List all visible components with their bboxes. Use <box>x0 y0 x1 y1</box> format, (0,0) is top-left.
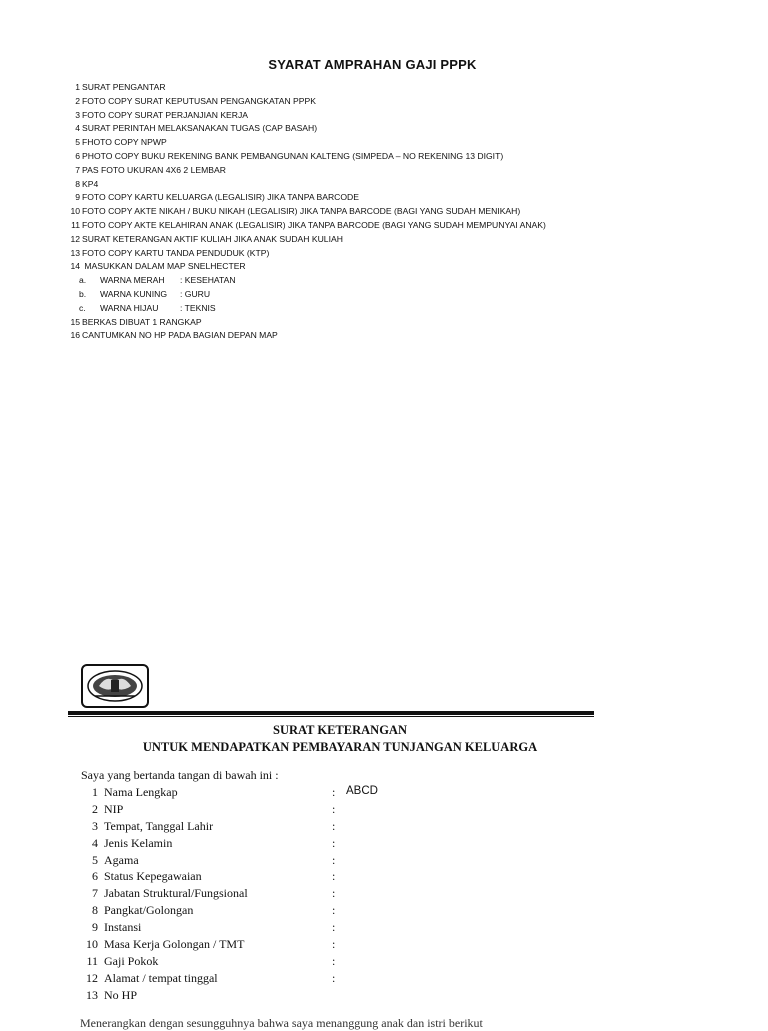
form-field-row <box>0 971 768 988</box>
letter-title: SURAT KETERANGAN <box>273 723 407 737</box>
field-colon: : <box>332 852 336 867</box>
field-number: 7 <box>92 886 98 901</box>
field-number: 3 <box>92 818 98 833</box>
field-number: 2 <box>92 801 98 816</box>
list-item-number: 7 <box>75 164 80 175</box>
list-item <box>66 122 746 136</box>
field-label: Status Kepegawaian <box>104 869 202 884</box>
list-item <box>66 191 746 205</box>
field-number: 9 <box>92 920 98 935</box>
list-item-text: SURAT PENGANTAR <box>82 82 166 92</box>
field-number: 5 <box>92 852 98 867</box>
list-item <box>66 109 746 123</box>
field-number: 8 <box>92 903 98 918</box>
list-item-number: 6 <box>75 150 80 161</box>
list-item-text: PHOTO COPY BUKU REKENING BANK PEMBANGUNAN KALTENG (SIMPEDA – NO REKENING 13 DIGIT) <box>82 150 504 161</box>
map-color-color: WARNA MERAH <box>100 275 165 286</box>
field-number: 10 <box>86 937 98 952</box>
field-colon: : <box>332 801 336 816</box>
requirements-list <box>66 81 746 343</box>
form-field-row <box>0 954 768 971</box>
field-colon: : <box>332 937 336 952</box>
form-field-row <box>0 937 768 954</box>
form-field-row <box>0 920 768 937</box>
form-field-row <box>0 886 768 903</box>
list-item-number: 1 <box>75 82 80 92</box>
map-color-letter: a. <box>79 275 87 286</box>
field-label: Gaji Pokok <box>104 953 159 968</box>
field-colon: : <box>332 835 336 850</box>
list-item-text: FHOTO COPY NPWP <box>82 137 167 148</box>
field-value: ABCD <box>346 785 378 797</box>
letter-intro: Saya yang bertanda tangan di bawah ini : <box>81 768 279 782</box>
list-item <box>66 329 746 343</box>
field-label: Masa Kerja Golongan / TMT <box>104 937 245 952</box>
field-label: Alamat / tempat tinggal <box>104 970 218 985</box>
list-item-number: 2 <box>75 95 80 106</box>
list-item-text: FOTO COPY KARTU TANDA PENDUDUK (KTP) <box>82 247 270 258</box>
field-colon: : <box>332 903 336 918</box>
list-item <box>66 150 746 164</box>
field-number: 11 <box>86 953 98 968</box>
field-label: NIP <box>104 801 124 816</box>
header-rule-thick <box>68 711 594 715</box>
header-rule-thin <box>68 716 594 717</box>
form-field-row <box>0 785 768 802</box>
field-label: Jabatan Struktural/Fungsional <box>104 886 248 901</box>
map-color-color: WARNA HIJAU <box>100 302 159 313</box>
field-colon: : <box>332 920 336 935</box>
list-item-text: SURAT PERINTAH MELAKSANAKAN TUGAS (CAP BASAH) <box>82 123 318 134</box>
list-item <box>66 95 746 109</box>
field-label: Nama Lengkap <box>104 785 178 799</box>
list-item-number: 15 <box>70 316 80 327</box>
field-colon: : <box>332 953 336 968</box>
field-colon: : <box>332 785 336 799</box>
list-item-number: 9 <box>75 192 80 203</box>
list-item <box>66 205 746 219</box>
field-colon: : <box>332 818 336 833</box>
list-item-number: 5 <box>75 137 80 148</box>
form-field-row <box>0 802 768 819</box>
list-item-number: 3 <box>75 109 80 120</box>
list-item-text: PAS FOTO UKURAN 4X6 2 LEMBAR <box>82 164 226 175</box>
field-colon: : <box>332 869 336 884</box>
field-label: Instansi <box>104 920 142 935</box>
field-label: Jenis Kelamin <box>104 835 173 850</box>
list-item <box>66 260 746 274</box>
field-number: 6 <box>92 869 98 884</box>
form-field-row <box>0 836 768 853</box>
map-color-color: WARNA KUNING <box>100 288 168 299</box>
field-colon: : <box>332 886 336 901</box>
map-color-letter: b. <box>79 288 87 299</box>
list-item-text: KP4 <box>82 178 99 189</box>
list-item <box>66 233 746 247</box>
list-item-number: 16 <box>70 330 80 341</box>
field-label: Tempat, Tanggal Lahir <box>104 818 214 833</box>
letter-fields <box>0 785 768 1005</box>
map-color-field: : TEKNIS <box>180 302 216 313</box>
list-item-text: CANTUMKAN NO HP PADA BAGIAN DEPAN MAP <box>82 330 278 341</box>
list-item-text: FOTO COPY SURAT KEPUTUSAN PENGANGKATAN PPPK <box>82 95 316 106</box>
list-item-text: SURAT KETERANGAN AKTIF KULIAH JIKA ANAK SUDAH KULIAH <box>82 233 343 244</box>
emblem-icon <box>85 668 145 704</box>
list-item <box>66 81 746 95</box>
list-item <box>66 136 746 150</box>
form-field-row <box>0 988 768 1005</box>
government-emblem-logo <box>81 664 149 708</box>
list-item-number: 13 <box>70 247 80 258</box>
field-label: Agama <box>104 852 139 867</box>
list-item-number: 14 <box>70 261 80 272</box>
list-item-text: BERKAS DIBUAT 1 RANGKAP <box>82 316 202 327</box>
map-color-item <box>66 302 746 316</box>
list-item <box>66 164 746 178</box>
field-label: No HP <box>104 987 138 1002</box>
page-title: SYARAT AMPRAHAN GAJI PPPK <box>268 57 477 72</box>
list-item-text: FOTO COPY SURAT PERJANJIAN KERJA <box>82 109 249 120</box>
letter-subtitle: UNTUK MENDAPATKAN PEMBAYARAN TUNJANGAN KELUARGA <box>142 740 538 754</box>
map-color-field: : KESEHATAN <box>180 275 236 286</box>
list-item <box>66 316 746 330</box>
list-item-number: 10 <box>70 206 80 217</box>
form-field-row <box>0 903 768 920</box>
field-number: 12 <box>86 970 98 985</box>
form-field-row <box>0 853 768 870</box>
map-color-item <box>66 288 746 302</box>
list-item-text: FOTO COPY AKTE NIKAH / BUKU NIKAH (LEGALISIR) JIKA TANPA BARCODE (BAGI YANG SUDAH MENIKAH) <box>82 206 521 217</box>
letter-continuation-text: Menerangkan dengan sesungguhnya bahwa saya menanggung anak dan istri berikut <box>80 1016 483 1030</box>
list-item <box>66 219 746 233</box>
list-item-text: FOTO COPY KARTU KELUARGA (LEGALISIR) JIKA TANPA BARCODE <box>82 192 359 203</box>
list-item-number: 11 <box>71 219 80 230</box>
list-item <box>66 178 746 192</box>
field-colon: : <box>332 970 336 985</box>
map-color-item <box>66 274 746 288</box>
form-field-row <box>0 869 768 886</box>
list-item-number: 8 <box>75 178 80 189</box>
field-number: 4 <box>92 835 98 850</box>
form-field-row <box>0 819 768 836</box>
list-item <box>66 247 746 261</box>
list-item-text: FOTO COPY AKTE KELAHIRAN ANAK (LEGALISIR) JIKA TANPA BARCODE (BAGI YANG SUDAH MEMPUNYAI ANAK) <box>82 219 546 230</box>
map-color-field: : GURU <box>180 288 211 299</box>
list-item-number: 4 <box>75 123 80 134</box>
field-number: 13 <box>86 987 98 1002</box>
list-item-number: 12 <box>70 233 80 244</box>
field-number: 1 <box>92 785 98 799</box>
field-label: Pangkat/Golongan <box>104 903 194 918</box>
map-color-letter: c. <box>79 302 86 313</box>
list-item-text: MASUKKAN DALAM MAP SNELHECTER <box>82 261 246 272</box>
